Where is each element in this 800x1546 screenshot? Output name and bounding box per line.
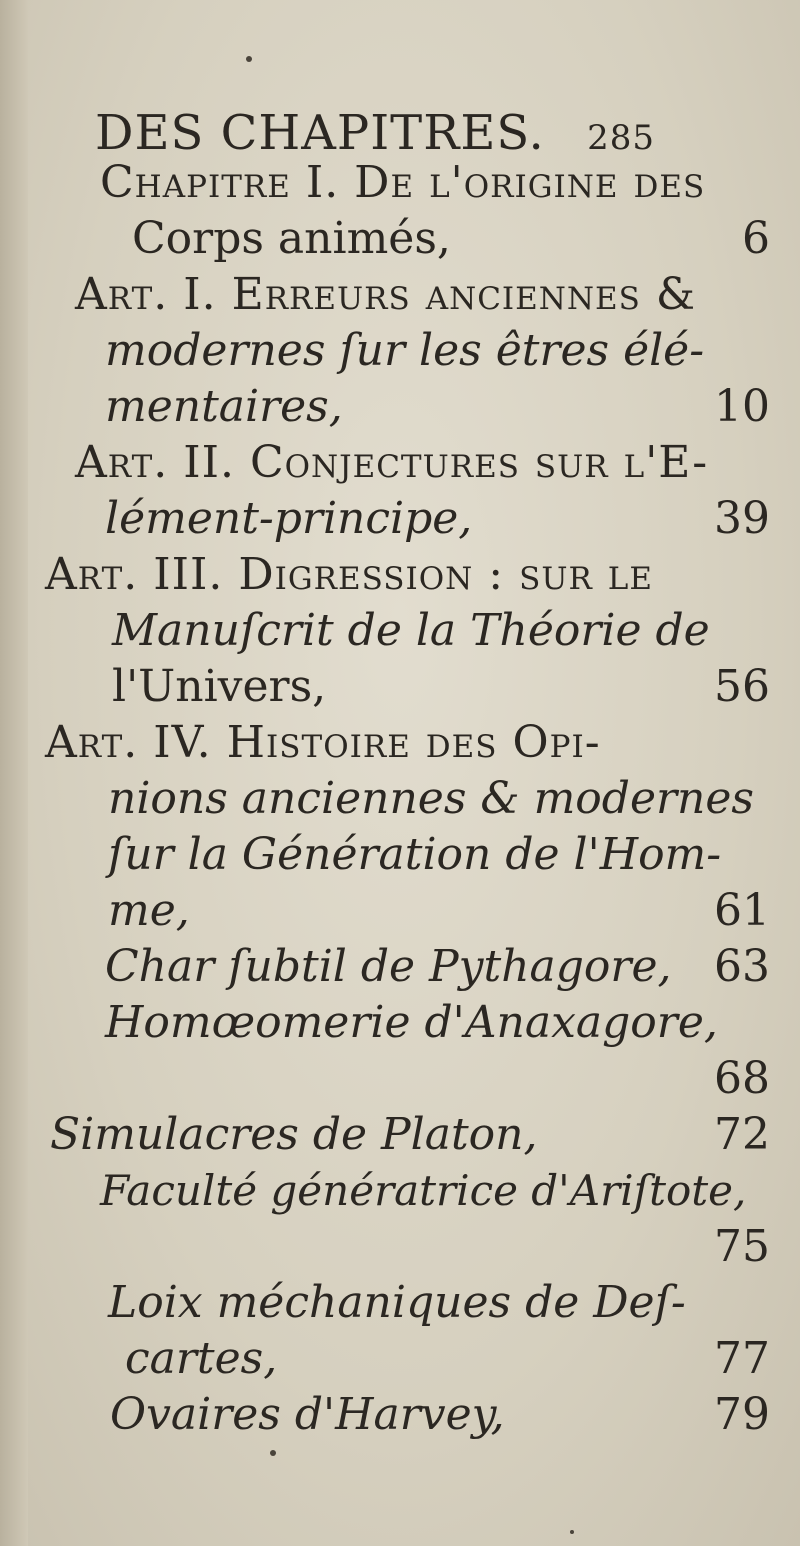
toc-line: [0, 1107, 770, 1163]
toc-line-text: Char ſubtil de Pythagore,: [105, 941, 672, 992]
toc-line-text: Manuſcrit de la Théorie de: [112, 605, 710, 656]
toc-line: [0, 715, 770, 771]
toc-page-number: 63: [714, 941, 770, 992]
toc-line-text: modernes ſur les êtres élé-: [105, 325, 705, 376]
toc-page-number: 39: [714, 493, 770, 544]
paper-speck: [270, 1450, 276, 1456]
toc-line: [0, 267, 770, 323]
toc-line: [0, 1331, 770, 1387]
toc-line: [0, 491, 770, 547]
toc-line-text: Art. IV. Hiſtoire des Opi-: [45, 717, 601, 768]
toc-line: [0, 603, 770, 659]
toc-line-text: l'Univers,: [112, 661, 327, 712]
toc-line-text: me,: [108, 885, 190, 936]
toc-line-text: lément-principe,: [105, 493, 473, 544]
toc-line: [0, 1387, 770, 1443]
paper-speck: [570, 1530, 574, 1534]
toc-page-number: 72: [714, 1109, 770, 1160]
toc-line-text: Art. III. Digreſſion : ſur le: [45, 549, 654, 600]
toc-line-text: Ovaires d'Harvey,: [110, 1389, 505, 1440]
toc-line: [0, 1163, 770, 1219]
toc-line: [0, 995, 770, 1051]
toc-line: [0, 1219, 770, 1275]
toc-line: [0, 323, 770, 379]
toc-page-number: 68: [714, 1053, 770, 1104]
toc-page-number: 75: [714, 1221, 770, 1272]
toc-line-text: Corps animés,: [132, 213, 451, 264]
toc-line-text: ſur la Génération de l'Hom-: [108, 829, 722, 880]
header-title: DES CHAPITRES.: [95, 105, 545, 161]
toc-page-number: 10: [714, 381, 770, 432]
toc-line-text: Loix méchaniques de Deſ-: [108, 1277, 686, 1328]
page-number: 285: [587, 118, 655, 158]
toc-line-text: Art. I. Erreurs anciennes &: [75, 269, 697, 320]
toc-line: [0, 155, 770, 211]
toc-line: [0, 1051, 770, 1107]
toc-line: [0, 659, 770, 715]
toc-line: [0, 435, 770, 491]
toc-line-text: cartes,: [125, 1333, 278, 1384]
toc-line-text: Art. II. Conjectures ſur l'E-: [75, 437, 709, 488]
toc-line: [0, 883, 770, 939]
toc-page-number: 79: [714, 1389, 770, 1440]
toc-line: [0, 939, 770, 995]
paper-speck: [246, 56, 252, 62]
toc-line: [0, 547, 770, 603]
toc-line: [0, 827, 770, 883]
toc-line-text: nions anciennes & modernes: [108, 773, 754, 824]
toc-page-number: 77: [714, 1333, 770, 1384]
toc-line: [0, 771, 770, 827]
toc-line-text: Simulacres de Platon,: [50, 1109, 538, 1160]
toc-line-text: Homœomerie d'Anaxagore,: [105, 997, 718, 1048]
toc-line: [0, 1275, 770, 1331]
toc-page-number: 56: [714, 661, 770, 712]
toc-line: [0, 379, 770, 435]
toc-page-number: 61: [714, 885, 770, 936]
toc-line-text: Chapitre I. De l'origine des: [100, 157, 706, 208]
toc-page-number: 6: [742, 213, 770, 264]
toc-line-text: Faculté génératrice d'Ariſtote,: [100, 1166, 747, 1215]
toc-line: [0, 211, 770, 267]
running-header: [95, 105, 655, 161]
toc-line-text: mentaires,: [105, 381, 343, 432]
